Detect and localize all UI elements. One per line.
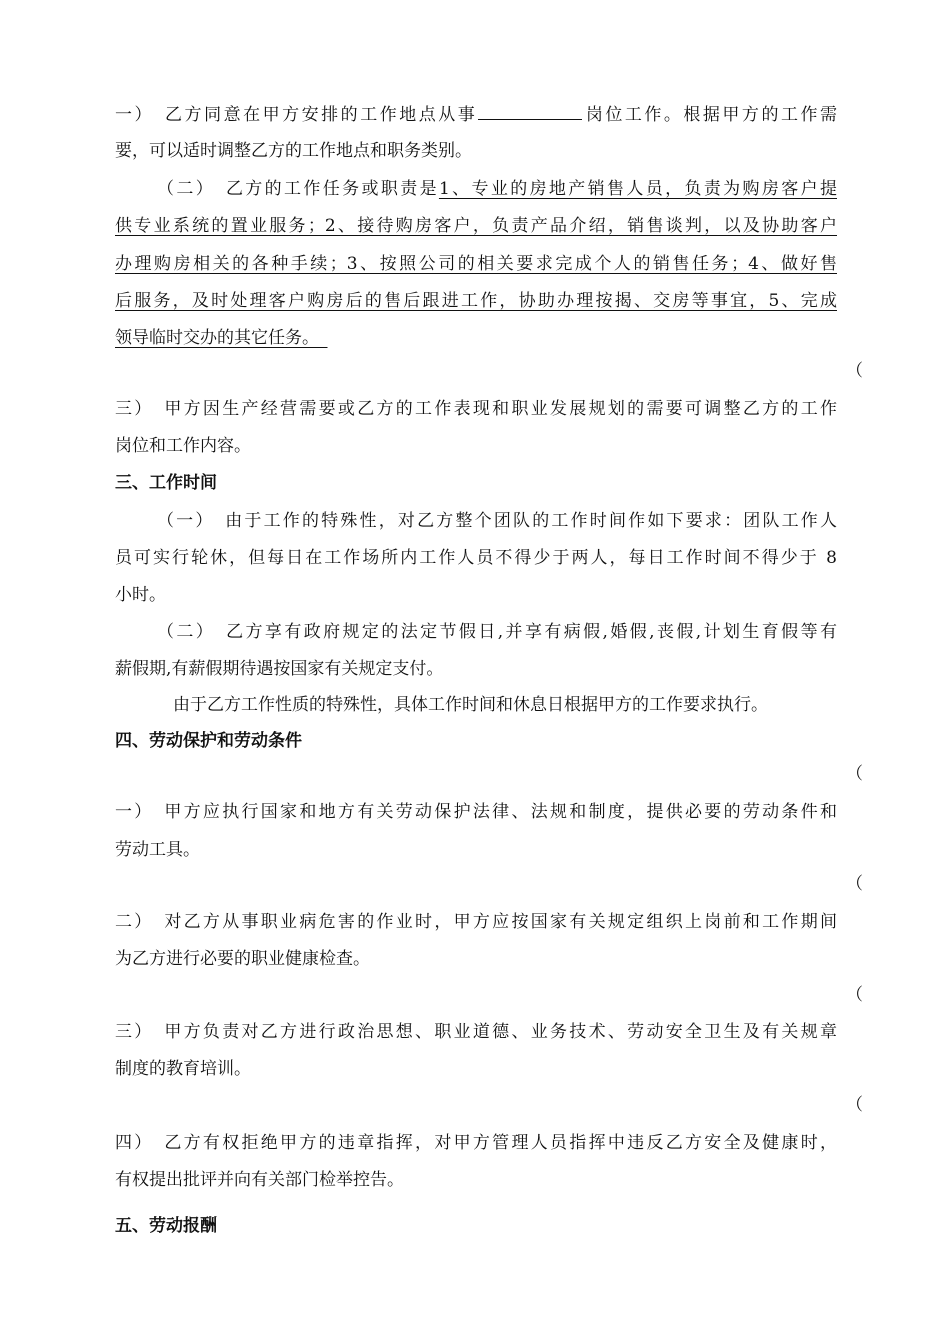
protection-2-line-1: 二） 对乙方从事职业病危害的作业时，甲方应按国家有关规定组织上岗前和工作期间 — [115, 912, 837, 932]
duties-text-5: 领导临时交办的其它任务。 — [115, 328, 311, 348]
protection-3-line-2: 制度的教育培训。 — [115, 1059, 251, 1079]
duties-line-1 — [157, 179, 837, 199]
job-title-blank — [478, 102, 582, 120]
clause-3-line-1: 三） 甲方因生产经营需要或乙方的工作表现和职业发展规划的需要可调整乙方的工作 — [115, 399, 837, 419]
clause-1-line-2: 要，可以适时调整乙方的工作地点和职务类别。 — [115, 141, 472, 161]
clause-1-prefix: 一） 乙方同意在甲方安排的工作地点从事 — [115, 105, 478, 125]
clause-1-line-1 — [115, 102, 837, 125]
work-time-2-line-2: 薪假期,有薪假期待遇按国家有关规定支付。 — [115, 659, 444, 679]
work-time-1-line-1: （一） 由于工作的特殊性，对乙方整个团队的工作时间作如下要求：团队工作人 — [157, 511, 837, 531]
clause-3-line-2: 岗位和工作内容。 — [115, 436, 251, 456]
paren-mark-3: （ — [846, 874, 863, 894]
protection-2-line-2: 为乙方进行必要的职业健康检查。 — [115, 949, 370, 969]
paren-mark-1: （ — [846, 361, 863, 381]
work-time-3: 由于乙方工作性质的特殊性，具体工作时间和休息日根据甲方的工作要求执行。 — [173, 695, 768, 715]
duties-label: （二） 乙方的工作任务或职责是 — [157, 179, 439, 199]
protection-1-line-1: 一） 甲方应执行国家和地方有关劳动保护法律、法规和制度，提供必要的劳动条件和 — [115, 802, 837, 822]
work-time-1-line-3: 小时。 — [115, 585, 166, 605]
duties-line-5 — [115, 328, 837, 348]
protection-4-line-2: 有权提出批评并向有关部门检举控告。 — [115, 1170, 404, 1190]
duties-line-3: 办理购房相关的各种手续；3、按照公司的相关要求完成个人的销售任务；4、做好售 — [115, 254, 837, 274]
duties-line-4: 后服务，及时处理客户购房后的售后跟进工作，协助办理按揭、交房等事宜，5、完成 — [115, 291, 837, 311]
section-heading-4: 四、劳动保护和劳动条件 — [115, 731, 302, 751]
clause-1-suffix: 岗位工作。根据甲方的工作需 — [583, 105, 837, 125]
duties-text-1: 1、专业的房地产销售人员，负责为购房客户提 — [438, 179, 837, 199]
section-heading-5: 五、劳动报酬 — [115, 1216, 217, 1236]
paren-mark-4: （ — [846, 985, 863, 1005]
work-time-2-line-1: （二） 乙方享有政府规定的法定节假日,并享有病假,婚假,丧假,计划生育假等有 — [157, 622, 837, 642]
protection-4-line-1: 四） 乙方有权拒绝甲方的违章指挥，对甲方管理人员指挥中违反乙方安全及健康时， — [115, 1133, 837, 1153]
protection-3-line-1: 三） 甲方负责对乙方进行政治思想、职业道德、业务技术、劳动安全卫生及有关规章 — [115, 1022, 837, 1042]
work-time-1-line-2: 员可实行轮休，但每日在工作场所内工作人员不得少于两人，每日工作时间不得少于 8 — [115, 548, 837, 568]
section-heading-3: 三、工作时间 — [115, 473, 217, 493]
paren-mark-5: （ — [846, 1095, 863, 1115]
duties-line-2: 供专业系统的置业服务；2、接待购房客户，负责产品介绍，销售谈判，以及协助客户 — [115, 216, 837, 236]
paren-mark-2: （ — [846, 764, 863, 784]
protection-1-line-2: 劳动工具。 — [115, 840, 200, 860]
